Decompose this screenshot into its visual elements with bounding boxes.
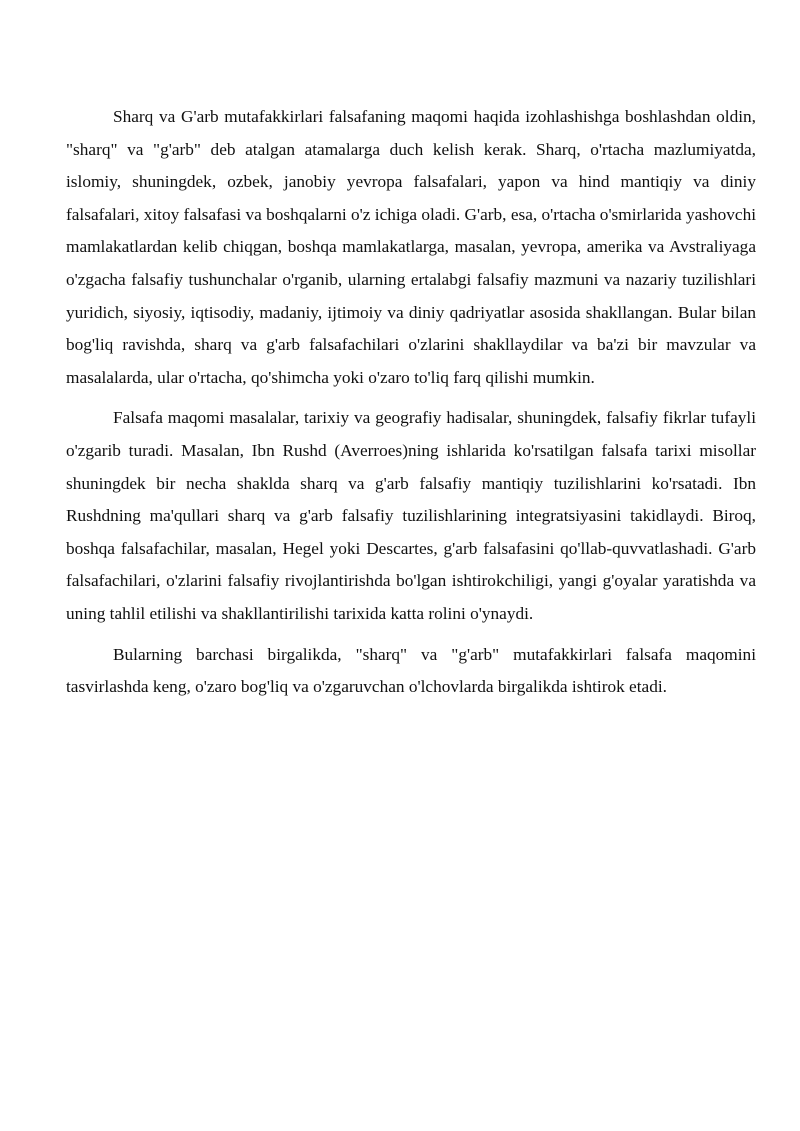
paragraph-2: Falsafa maqomi masalalar, tarixiy va geografiy hadisalar, shuningdek, falsafiy fikrlar tufayli o'zgarib turadi. Masalan, Ibn Rushd (Averroes)ning ishlarida ko'rsatilgan falsafa tarixi misollar shuningdek bir necha shaklda sharq va g'arb falsafiy mantiqiy tuzilishlarini ko'rsatadi. Ibn Rushdning ma'qullari sharq va g'arb falsafiy tuzilishlarining integratsiyasini takidlaydi. Biroq, boshqa falsafachilar, masalan, Hegel yoki Descartes, g'arb falsafasini qo'llab-quvvatlashadi. G'arb falsafachilari, o'zlarini falsafiy rivojlantirishda bo'lgan ishtirokchiligi, yangi g'oyalar yaratishda va uning tahlil etilishi va shakllantirilishi tarixida katta rolini o'ynaydi.: [66, 408, 756, 623]
document-body: [66, 101, 756, 712]
paragraph-1: Sharq va G'arb mutafakkirlari falsafaning maqomi haqida izohlashishga boshlashdan oldin, "sharq" va "g'arb" deb atalgan atamalarga duch kelish kerak. Sharq, o'rtacha mazlumiyatda, islomiy, shuningdek, ozbek, janobiy yevropa falsafalari, yapon va hind mantiqiy va diniy falsafalari, xitoy falsafasi va boshqalarni o'z ichiga oladi. G'arb, esa, o'rtacha o'smirlarida yashovchi mamlakatlardan kelib chiqgan, boshqa mamlakatlarga, masalan, yevropa, amerika va Avstraliyaga o'zgacha falsafiy tushunchalar o'rganib, ularning ertalabgi falsafiy mazmuni va nazariy tuzilishlari yuridich, siyosiy, iqtisodiy, madaniy, ijtimoiy va diniy qadriyatlar asosida shakllangan. Bular bilan bog'liq ravishda, sharq va g'arb falsafachilari o'zlarini shakllaydilar va ba'zi bir mavzular va masalalarda, ular o'rtacha, qo'shimcha yoki o'zaro to'liq farq qilishi mumkin.: [66, 107, 757, 387]
paragraph-3: Bularning barchasi birgalikda, "sharq" va "g'arb" mutafakkirlari falsafa maqomini tasvirlashda keng, o'zaro bog'liq va o'zgaruvchan o'lchovlarda birgalikda ishtirok etadi.: [66, 644, 756, 697]
